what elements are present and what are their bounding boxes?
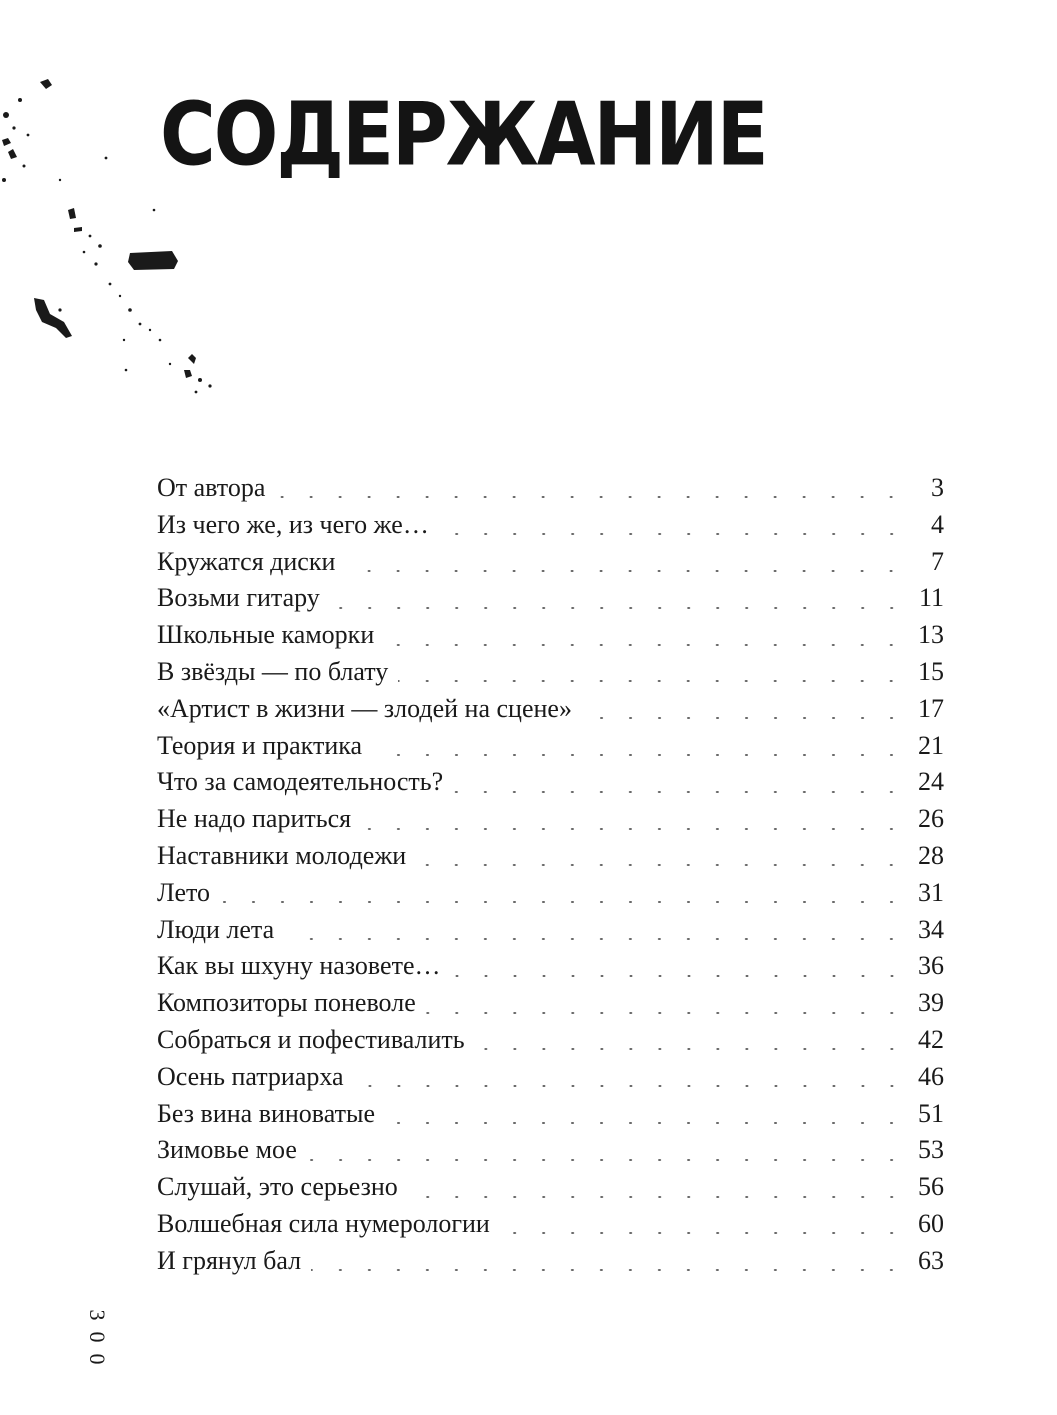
toc-entry	[157, 948, 944, 985]
toc-entry	[157, 1132, 944, 1169]
toc-entry	[157, 985, 944, 1022]
table-of-contents	[157, 470, 944, 1280]
toc-entry-title: В звёзды — по блату	[157, 656, 389, 686]
toc-entry-page: 53	[918, 1135, 944, 1165]
toc-entry-page: 42	[918, 1024, 944, 1054]
dot-leader	[220, 901, 906, 903]
toc-entry-title: Как вы шхуну назовете…	[157, 951, 441, 981]
toc-entry-title: Волшебная сила нумерологии	[157, 1208, 490, 1238]
page-title: СОДЕРЖАНИЕ	[160, 82, 767, 186]
dot-leader	[408, 1196, 906, 1198]
dot-leader	[500, 1232, 906, 1234]
toc-entry	[157, 1169, 944, 1206]
toc-entry	[157, 875, 944, 912]
toc-entry-title: Кружатся диски	[157, 546, 336, 576]
dot-leader	[453, 791, 906, 793]
toc-entry-title: Школьные каморки	[157, 620, 375, 650]
toc-entry-title: Без вина виноватые	[157, 1098, 375, 1128]
toc-entry-page: 28	[918, 840, 944, 870]
toc-entry-page: 15	[918, 656, 944, 686]
toc-entry-title: Возьми гитару	[157, 583, 320, 613]
dot-leader	[311, 1269, 906, 1271]
toc-entry	[157, 1059, 944, 1096]
toc-entry-page: 17	[918, 693, 944, 723]
toc-entry	[157, 1022, 944, 1059]
toc-entry-page: 34	[918, 914, 944, 944]
toc-entry-title: Что за самодеятельность?	[157, 767, 444, 797]
toc-entry	[157, 470, 944, 507]
dot-leader	[398, 680, 906, 682]
toc-entry-title: Собраться и пофестивалить	[157, 1024, 465, 1054]
dot-leader	[284, 938, 906, 940]
toc-entry-title: Зимовье мое	[157, 1135, 297, 1165]
page-number-digit: 0	[85, 1331, 110, 1343]
toc-entry-title: Из чего же, из чего же…	[157, 509, 429, 539]
toc-entry-page: 3	[931, 473, 944, 502]
toc-entry	[157, 1206, 944, 1243]
toc-entry-title: Наставники молодежи	[157, 840, 407, 870]
toc-entry-title: Теория и практика	[157, 730, 363, 760]
toc-entry-page: 31	[918, 877, 944, 907]
toc-entry-title: Слушай, это серьезно	[157, 1172, 398, 1202]
toc-entry-page: 60	[918, 1208, 944, 1238]
page-number-digit: 3	[85, 1309, 110, 1321]
toc-entry-title: «Артист в жизни — злодей на сцене»	[157, 693, 572, 723]
dot-leader	[426, 1012, 906, 1014]
toc-entry	[157, 801, 944, 838]
toc-entry	[157, 580, 944, 617]
dot-leader	[582, 717, 906, 719]
toc-entry	[157, 654, 944, 691]
ink-splatter-decoration	[0, 40, 260, 420]
toc-entry-page: 36	[918, 951, 944, 981]
dot-leader	[451, 975, 907, 977]
toc-entry-page: 13	[918, 620, 944, 650]
dot-leader	[361, 828, 906, 830]
toc-entry-page: 56	[918, 1172, 944, 1202]
dot-leader	[354, 1085, 906, 1087]
toc-entry	[157, 838, 944, 875]
toc-entry-page: 11	[918, 583, 944, 613]
toc-entry	[157, 507, 944, 544]
toc-entry	[157, 617, 944, 654]
dot-leader	[307, 1159, 906, 1161]
page-number-digit: 0	[85, 1353, 110, 1365]
toc-entry	[157, 544, 944, 581]
toc-entry-page: 7	[931, 546, 944, 576]
dot-leader	[475, 1048, 906, 1050]
dot-leader	[372, 754, 906, 756]
toc-entry	[157, 691, 944, 728]
dot-leader	[439, 533, 906, 535]
toc-entry-page: 21	[918, 730, 944, 760]
toc-entry-title: Лето	[157, 877, 211, 907]
toc-entry	[157, 1243, 944, 1280]
toc-entry	[157, 764, 944, 801]
toc-entry-page: 4	[931, 509, 944, 539]
toc-entry-title: И грянул бал	[157, 1245, 302, 1275]
toc-entry-title: Композиторы поневоле	[157, 988, 416, 1018]
toc-entry-page: 63	[918, 1245, 944, 1275]
dot-leader	[384, 644, 906, 646]
dot-leader	[345, 570, 906, 572]
toc-entry	[157, 1096, 944, 1133]
toc-entry-title: Люди лета	[157, 914, 275, 944]
dot-leader	[416, 864, 906, 866]
toc-entry-title: Осень патриарха	[157, 1061, 344, 1091]
page-number	[86, 1305, 110, 1371]
dot-leader	[275, 496, 906, 498]
toc-entry-page: 46	[918, 1061, 944, 1091]
toc-entry-title: От автора	[157, 473, 266, 502]
toc-entry-page: 51	[918, 1098, 944, 1128]
dot-leader	[385, 1122, 906, 1124]
dot-leader	[330, 607, 906, 609]
toc-entry	[157, 912, 944, 949]
toc-entry-page: 39	[918, 988, 944, 1018]
toc-entry-title: Не надо париться	[157, 804, 352, 834]
toc-entry	[157, 728, 944, 765]
toc-entry-page: 26	[918, 804, 944, 834]
toc-entry-page: 24	[918, 767, 944, 797]
